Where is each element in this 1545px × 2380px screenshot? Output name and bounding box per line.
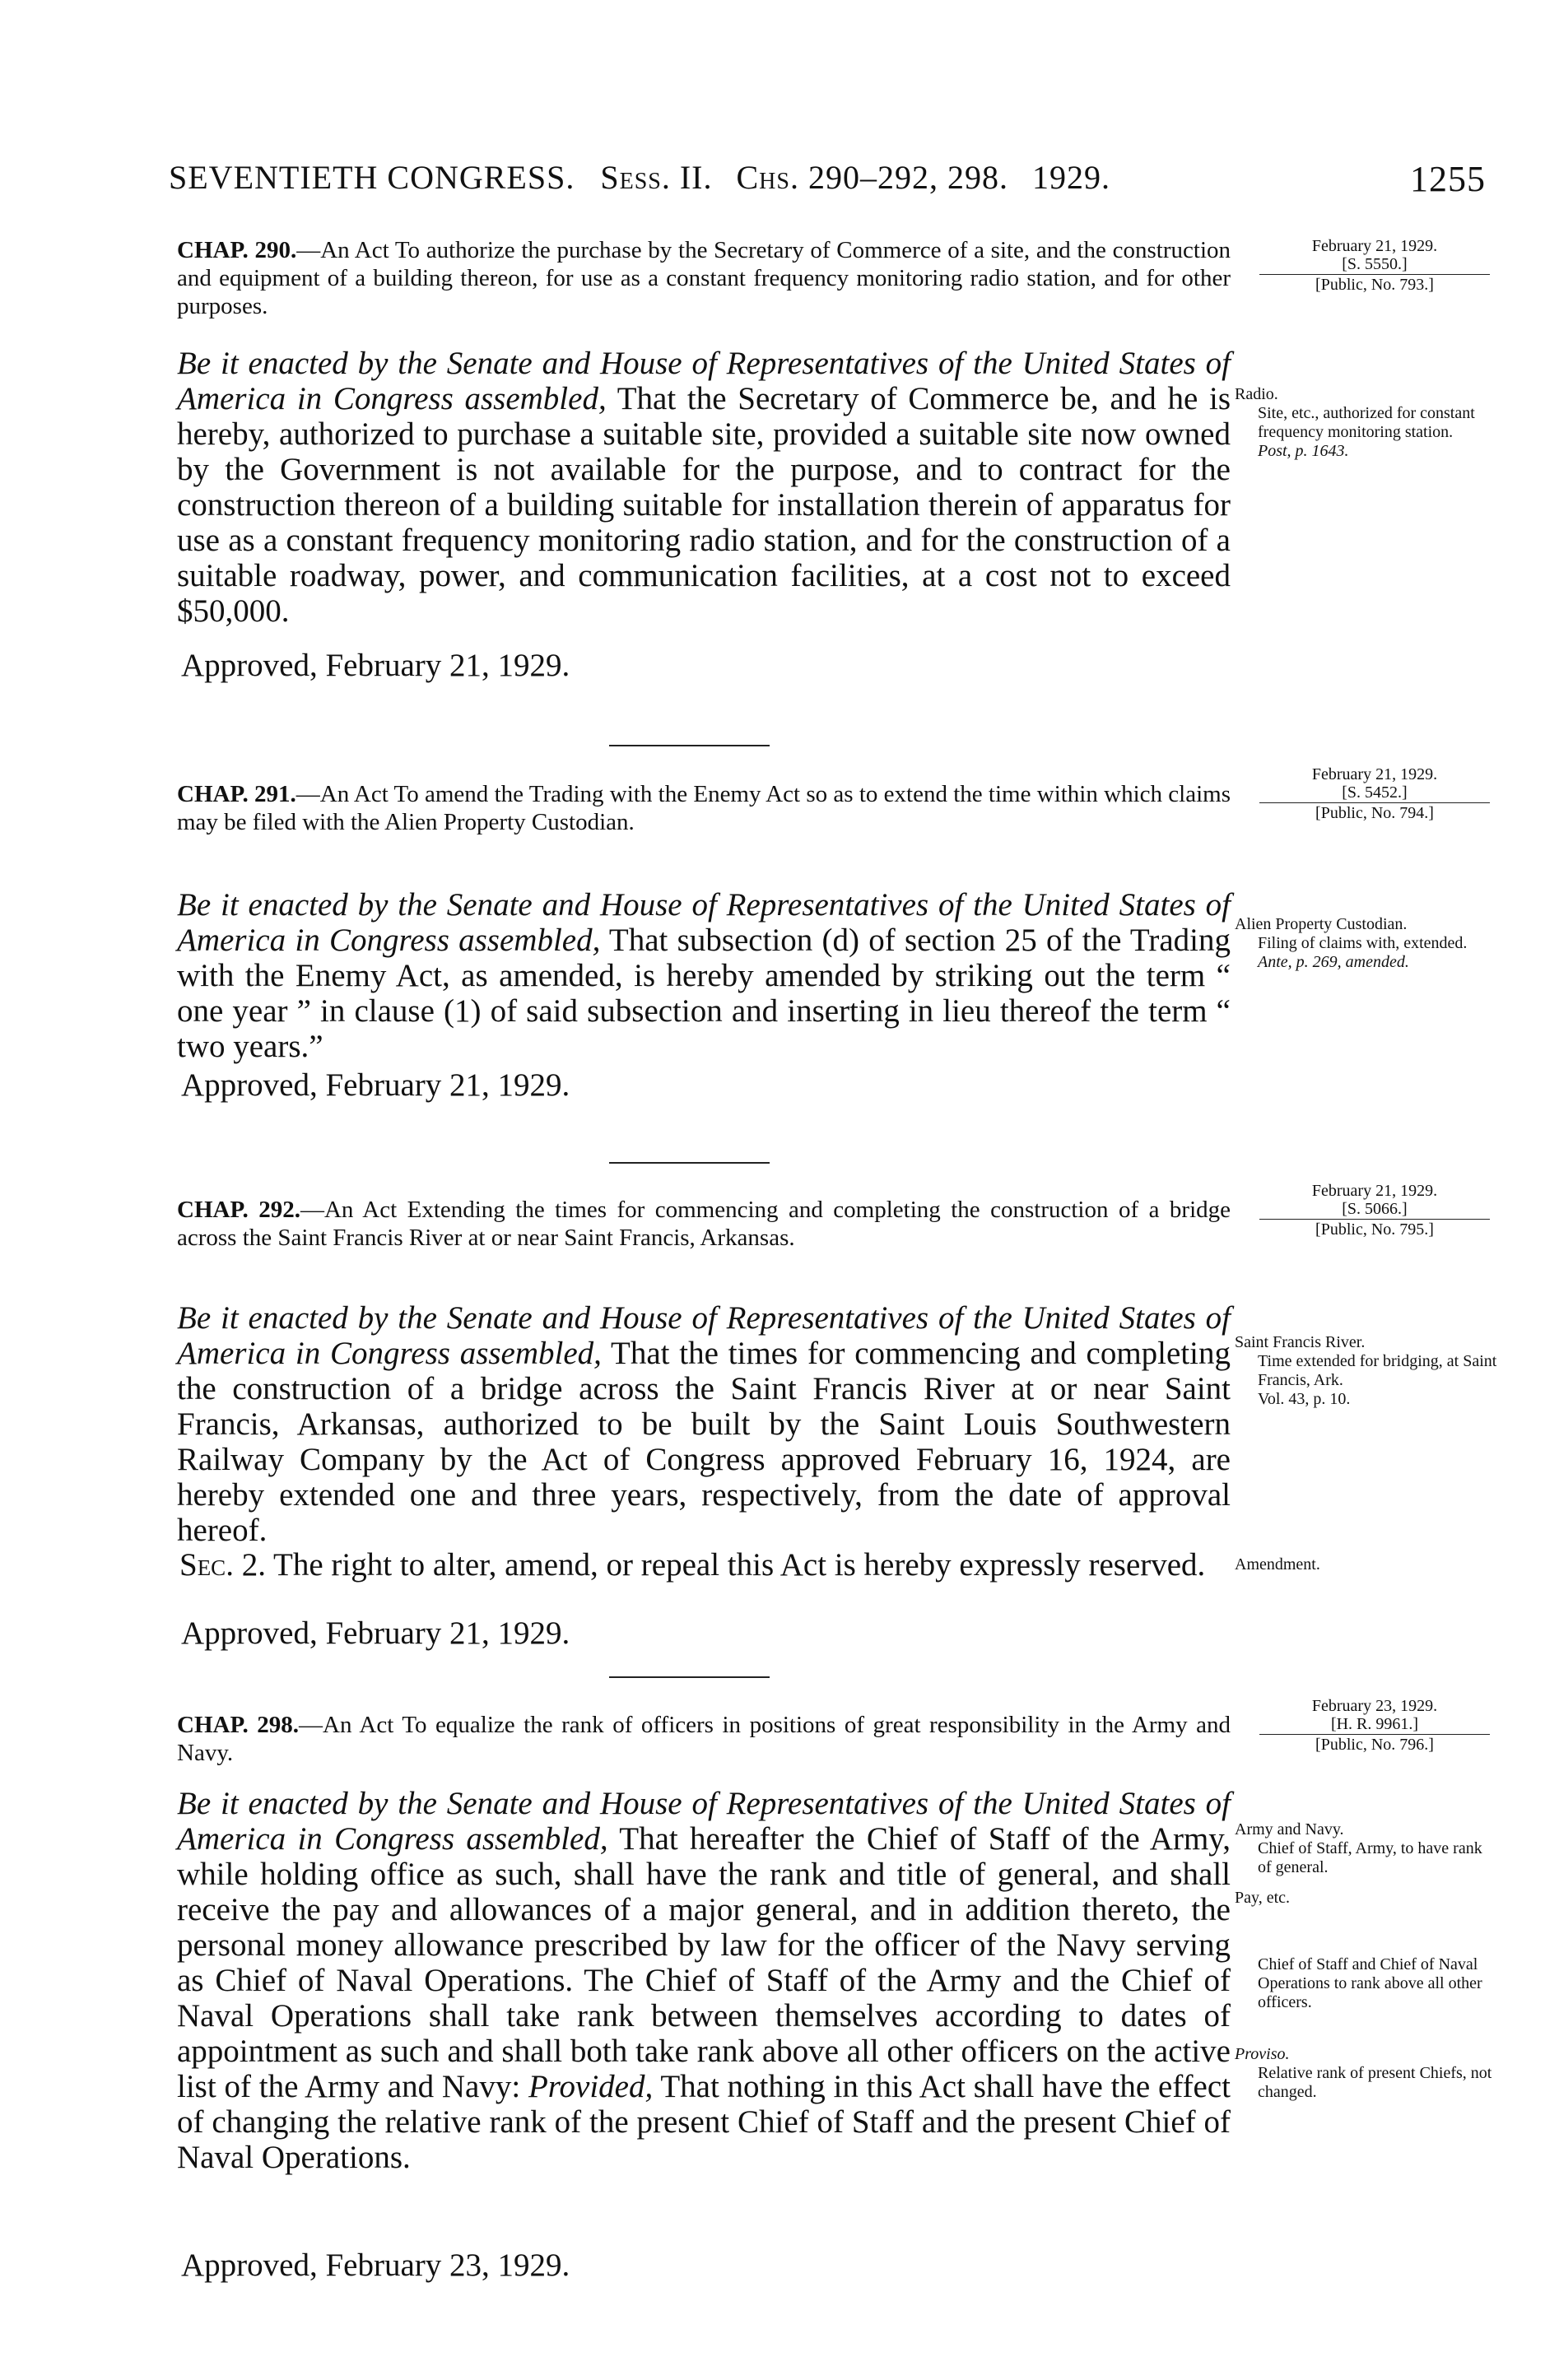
header-chapters: Chs. 290–292, 298. xyxy=(736,159,1008,196)
note-post-ref: Post, p. 1643. xyxy=(1258,442,1349,460)
chapter-292-date: February 21, 1929. xyxy=(1311,1182,1438,1200)
chapter-298-text: That hereafter the Chief of Staff of the Army, while holding office as such, shall have the rank and title of general, and shall receive the pay and allowances of a major general, and in addition thereto, the personal money allowance prescribed by law for the officer of the Navy serving as Chief of Naval Operations. The Chief of Staff of the Army and the Chief of Naval Operations shall take rank between themselves according to dates of appointment as such and shall both take rank above all other officers on the active list of the Army and Navy: xyxy=(177,1821,1231,2104)
note-proviso: Proviso. xyxy=(1235,2045,1290,2063)
chapter-298-date: February 23, 1929. xyxy=(1311,1697,1438,1715)
note-army-navy: Army and Navy. xyxy=(1235,1820,1344,1838)
chapter-298-approved: Approved, February 23, 1929. xyxy=(181,2248,570,2283)
chapter-292-notes xyxy=(1235,1333,1498,1409)
note-radio: Radio. xyxy=(1235,385,1278,403)
note-site-authorized: Site, etc., authorized for constant frequency monitoring station. xyxy=(1258,404,1475,441)
note-vol-ref: Vol. 43, p. 10. xyxy=(1258,1390,1351,1408)
chapter-290-date: February 21, 1929. xyxy=(1311,237,1438,255)
note-ante-ref: Ante, p. 269, amended. xyxy=(1258,953,1409,971)
chapter-298-enacting: Be it enacted by the Senate and House of Representatives of the United States of America in Congress assembled, xyxy=(177,1786,1231,1857)
chapter-292-bill: [S. 5066.] xyxy=(1342,1200,1408,1218)
chapter-291-date: February 21, 1929. xyxy=(1311,765,1438,783)
chapter-291-title-text: —An Act To amend the Trading with the Enemy Act so as to extend the time within which claims may be filed with the Alien Property Custodian. xyxy=(177,781,1231,835)
chapter-298-text-2: That nothing in this Act shall have the effect of changing the relative rank of the present Chief of Staff and the present Chief of Naval Operations. xyxy=(177,2069,1231,2175)
chapter-298-notes xyxy=(1235,1820,1498,2102)
chapter-292-body xyxy=(177,1300,1231,1548)
chapter-298-title xyxy=(177,1711,1231,1767)
chapter-290-text: That the Secretary of Commerce be, and he is hereby, authorized to purchase a suitable site, provided a suitable site now owned by the Government is not available for the purpose, and to contract for the construction thereon of a building suitable for installation therein of apparatus for use as a constant frequency monitoring radio station, and for the construction of a suitable roadway, power, and communication facilities, at a cost not to exceed $50,000. xyxy=(177,381,1231,629)
chapter-292-enacting: Be it enacted by the Senate and House of Representatives of the United States of America in Congress assembled, xyxy=(177,1300,1231,1371)
chapter-291-public: [Public, No. 794.] xyxy=(1315,804,1434,822)
chapter-291-bill: [S. 5452.] xyxy=(1342,783,1408,802)
chapter-290-margin-ref xyxy=(1251,237,1498,294)
note-saint-francis: Saint Francis River. xyxy=(1235,1333,1366,1351)
chapter-292-sec2-label: Sec. 2. xyxy=(179,1547,266,1583)
chapter-298-proviso: Provided, xyxy=(528,2069,654,2104)
chapter-292-label: CHAP. 292. xyxy=(177,1197,300,1223)
margin-divider xyxy=(1259,1219,1490,1220)
page-number: 1255 xyxy=(1410,159,1486,199)
chapter-292-margin-ref xyxy=(1251,1182,1498,1239)
chapter-292-sec2-text: The right to alter, amend, or repeal this Act is hereby expressly reserved. xyxy=(273,1547,1206,1583)
chapter-298-bill: [H. R. 9961.] xyxy=(1330,1715,1419,1733)
header-session: Sess. II. xyxy=(600,159,713,196)
chapter-298-public: [Public, No. 796.] xyxy=(1315,1736,1434,1754)
margin-divider xyxy=(1259,802,1490,803)
margin-divider xyxy=(1259,1734,1490,1735)
note-relative-rank: Relative rank of present Chiefs, not changed. xyxy=(1258,2064,1492,2101)
chapter-291-notes xyxy=(1235,915,1498,972)
chapter-298-margin-ref xyxy=(1251,1697,1498,1754)
note-amendment: Amendment. xyxy=(1235,1555,1320,1573)
section-divider xyxy=(609,1676,770,1678)
chapter-298-label: CHAP. 298. xyxy=(177,1712,300,1738)
chapter-291-text: That subsection (d) of section 25 of the Trading with the Enemy Act, as amended, is hereby amended by striking out the term “ one year ” in clause (1) of said subsection and inserting in lieu thereof the term “ two years.” xyxy=(177,923,1231,1064)
chapter-292-approved: Approved, February 21, 1929. xyxy=(181,1615,570,1651)
chapter-290-body xyxy=(177,346,1231,629)
chapter-291-label: CHAP. 291. xyxy=(177,781,296,807)
note-alien-property: Alien Property Custodian. xyxy=(1235,915,1408,933)
chapter-292-amendment-note xyxy=(1235,1555,1498,1574)
chapter-292-public: [Public, No. 795.] xyxy=(1315,1220,1434,1239)
note-rank-above: Chief of Staff and Chief of Naval Operations to rank above all other officers. xyxy=(1258,1955,1482,2011)
header-year: 1929. xyxy=(1031,159,1110,196)
chapter-291-enacting: Be it enacted by the Senate and House of Representatives of the United States of America in Congress assembled, xyxy=(177,887,1231,958)
chapter-291-body xyxy=(177,887,1231,1064)
note-filing-claims: Filing of claims with, extended. xyxy=(1258,934,1468,952)
section-divider xyxy=(609,1162,770,1164)
running-header xyxy=(169,158,1486,197)
chapter-290-title-text: —An Act To authorize the purchase by the Secretary of Commerce of a site, and the construction and equipment of a building thereon, for use as a constant frequency monitoring radio station, and for other purposes. xyxy=(177,237,1231,319)
section-divider xyxy=(609,745,770,746)
chapter-292-title xyxy=(177,1196,1231,1252)
chapter-290-notes xyxy=(1235,385,1498,461)
chapter-290-title xyxy=(177,236,1231,320)
chapter-290-bill: [S. 5550.] xyxy=(1342,255,1408,273)
chapter-290-public: [Public, No. 793.] xyxy=(1315,276,1434,294)
chapter-292-text: That the times for commencing and completing the construction of a bridge across the Saint Francis River at or near Saint Francis, Arkansas, authorized to be built by the Saint Louis Southwestern Railway Company by the Act of Congress approved February 16, 1924, are hereby extended one and three years, respectively, from the date of approval hereof. xyxy=(177,1336,1231,1548)
chapter-298-body xyxy=(177,1786,1231,2175)
note-chief-of-staff: Chief of Staff, Army, to have rank of general. xyxy=(1258,1839,1482,1876)
chapter-291-title xyxy=(177,780,1231,836)
chapter-292-title-text: —An Act Extending the times for commencing and completing the construction of a bridge across the Saint Francis River at or near Saint Francis, Arkansas. xyxy=(177,1197,1231,1251)
chapter-290-enacting: Be it enacted by the Senate and House of Representatives of the United States of America in Congress assembled, xyxy=(177,346,1231,416)
note-pay: Pay, etc. xyxy=(1235,1889,1291,1907)
chapter-290-approved: Approved, February 21, 1929. xyxy=(181,648,570,683)
note-time-extended: Time extended for bridging, at Saint Francis, Ark. xyxy=(1258,1352,1497,1389)
chapter-291-margin-ref xyxy=(1251,765,1498,822)
header-congress: SEVENTIETH CONGRESS. xyxy=(169,159,575,196)
chapter-290-label: CHAP. 290. xyxy=(177,237,297,263)
chapter-291-approved: Approved, February 21, 1929. xyxy=(181,1067,570,1103)
chapter-292-section-2 xyxy=(177,1547,1231,1583)
chapter-298-title-text: —An Act To equalize the rank of officers in positions of great responsibility in the Army and Navy. xyxy=(177,1712,1231,1766)
margin-divider xyxy=(1259,274,1490,275)
